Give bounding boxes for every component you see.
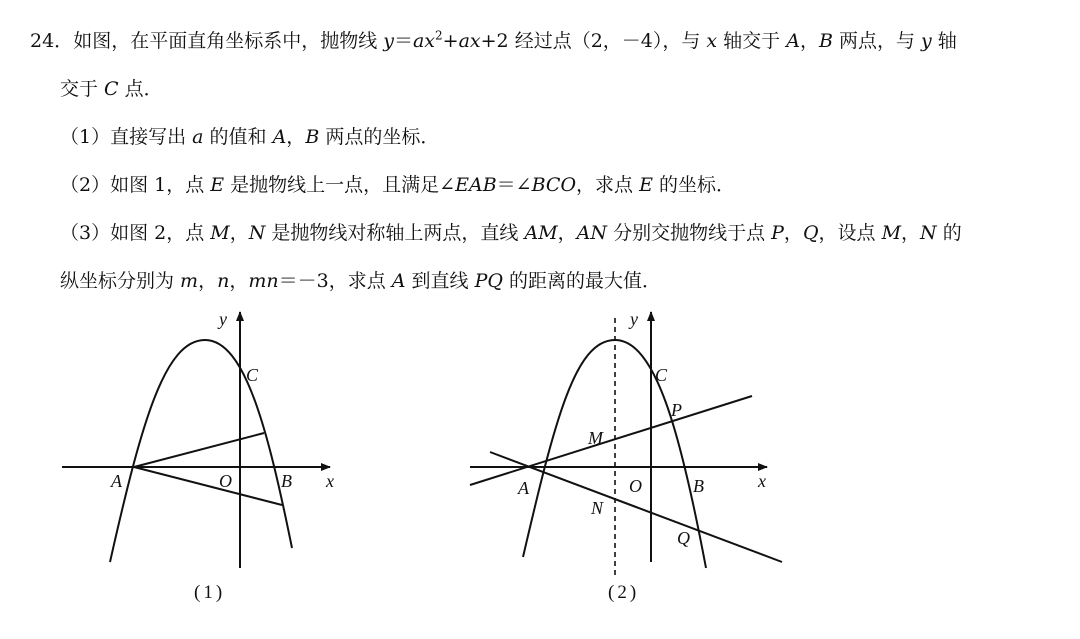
fig1-label-C: C — [246, 365, 259, 385]
fig1-label-x: x — [326, 471, 334, 491]
fig2-label-x: x — [758, 471, 766, 491]
fig1-parabola — [110, 340, 292, 562]
fig1-label-y: y — [219, 309, 227, 329]
figure-1 — [62, 312, 330, 568]
fig1-label-A: A — [111, 471, 122, 491]
part-2: （2）如图 1，点 E 是抛物线上一点，且满足∠EAB＝∠BCO，求点 E 的坐标． — [60, 174, 735, 196]
fig2-line-AP — [470, 396, 752, 485]
fig2-label-Q: Q — [677, 528, 690, 548]
fig1-label-O: O — [219, 471, 232, 491]
part-3-line-2: 纵坐标分别为 m，n，mn＝－3，求点 A 到直线 PQ 的距离的最大值． — [60, 270, 662, 292]
fig2-line-AQ — [490, 452, 782, 562]
figure-2 — [470, 312, 782, 575]
fig2-label-M: M — [588, 428, 603, 448]
fig2-label-y: y — [630, 309, 638, 329]
fig2-label-N: N — [591, 498, 604, 518]
fig1-label-B: B — [281, 471, 292, 491]
fig1-line-AE-upper — [134, 433, 264, 467]
problem-line-2: 交于 C 点． — [60, 78, 163, 100]
problem-number: 24． — [30, 30, 74, 52]
fig1-line-AE-lower — [134, 467, 282, 505]
part-3: （3）如图 2，点 M，N 是抛物线对称轴上两点，直线 AM，AN 分别交抛物线于点 P，Q，设点 M，N 的 — [60, 222, 962, 244]
fig2-label-O: O — [629, 476, 642, 496]
problem-line-1: 24．如图，在平面直角坐标系中，抛物线 $y=ax^2+ax+2$ 经过点（2，－4），与 x 轴交于 A，B 两点，与 y 轴 — [30, 28, 957, 52]
part-1: （1）直接写出 a 的值和 A，B 两点的坐标． — [60, 126, 440, 148]
fig2-label-P: P — [671, 400, 682, 420]
fig2-label-C: C — [655, 365, 668, 385]
fig2-label-B: B — [693, 476, 704, 496]
fig2-label-A: A — [518, 478, 529, 498]
fig2-caption: (2) — [608, 582, 640, 603]
fig1-caption: (1) — [194, 582, 226, 603]
